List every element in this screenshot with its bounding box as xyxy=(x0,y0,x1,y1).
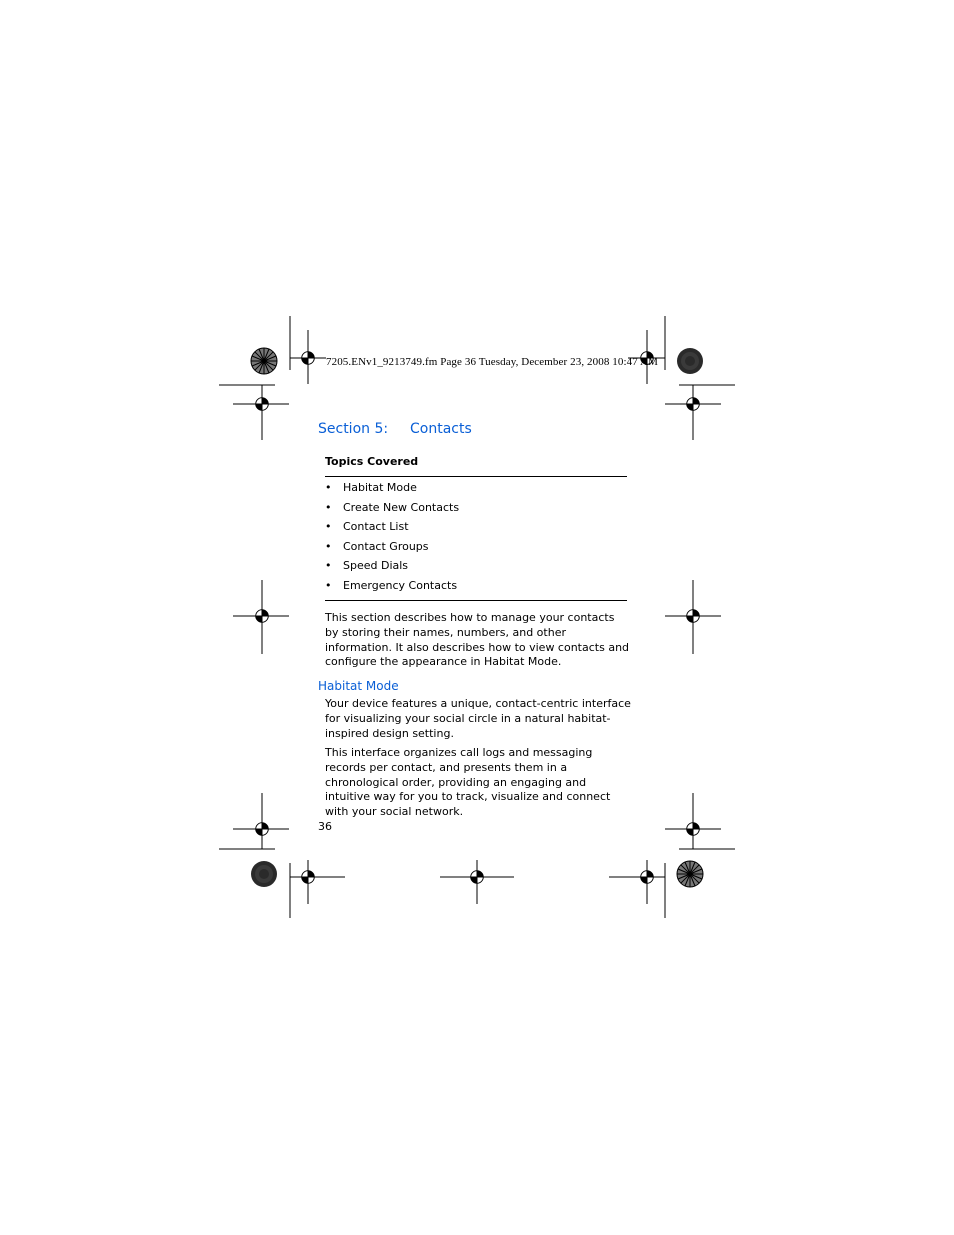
section-heading xyxy=(318,421,472,437)
list-item xyxy=(325,520,459,540)
page-number: 36 xyxy=(318,820,332,833)
list-item xyxy=(325,559,459,579)
star-target-top-left xyxy=(251,348,277,374)
topic-habitat-mode: Habitat Mode xyxy=(343,481,417,494)
topics-covered-title: Topics Covered xyxy=(325,455,419,468)
bullet: • xyxy=(325,520,332,534)
bullet: • xyxy=(325,578,332,592)
list-item xyxy=(325,579,459,599)
topics-list xyxy=(325,481,459,599)
habitat-paragraph-1: Your device features a unique, contact-centric interface for visualizing your social circle in a natural habitat-inspired design setting. xyxy=(325,697,631,740)
bullet: • xyxy=(325,539,332,553)
print-slug-line: 7205.ENv1_9213749.fm Page 36 Tuesday, December 23, 2008 10:47 AM xyxy=(326,356,658,368)
topic-create-new-contacts: Create New Contacts xyxy=(343,500,460,514)
topic-contact-list: Contact List xyxy=(343,520,409,534)
intro-paragraph: This section describes how to manage your contacts by storing their names, numbers, and other information. It also describes how to view contacts and configure the appearance in Habitat Mode. xyxy=(325,611,630,669)
habitat-mode-heading: Habitat Mode xyxy=(318,679,399,693)
topic-contact-groups: Contact Groups xyxy=(343,539,429,553)
section-label: Section 5: xyxy=(318,421,389,437)
habitat-paragraph-2: This interface organizes call logs and messaging records per contact, and presents them in a chronological order, providing an engaging and intuitive way for you to track, visualize and connect with your social network. xyxy=(325,746,611,819)
topic-emergency-contacts: Emergency Contacts xyxy=(343,578,458,592)
list-item xyxy=(325,501,459,521)
bullet: • xyxy=(325,500,332,514)
dark-target-top-right xyxy=(677,348,703,374)
topic-speed-dials: Speed Dials xyxy=(343,559,409,573)
list-item xyxy=(325,481,459,501)
star-target-bottom-right xyxy=(677,861,703,887)
dark-target-bottom-left xyxy=(251,861,277,887)
section-title: Contacts xyxy=(410,421,472,437)
bullet: • xyxy=(325,481,332,494)
topics-top-rule xyxy=(325,476,627,477)
topics-bottom-rule xyxy=(325,600,627,601)
bullet: • xyxy=(325,559,332,573)
list-item xyxy=(325,540,459,560)
